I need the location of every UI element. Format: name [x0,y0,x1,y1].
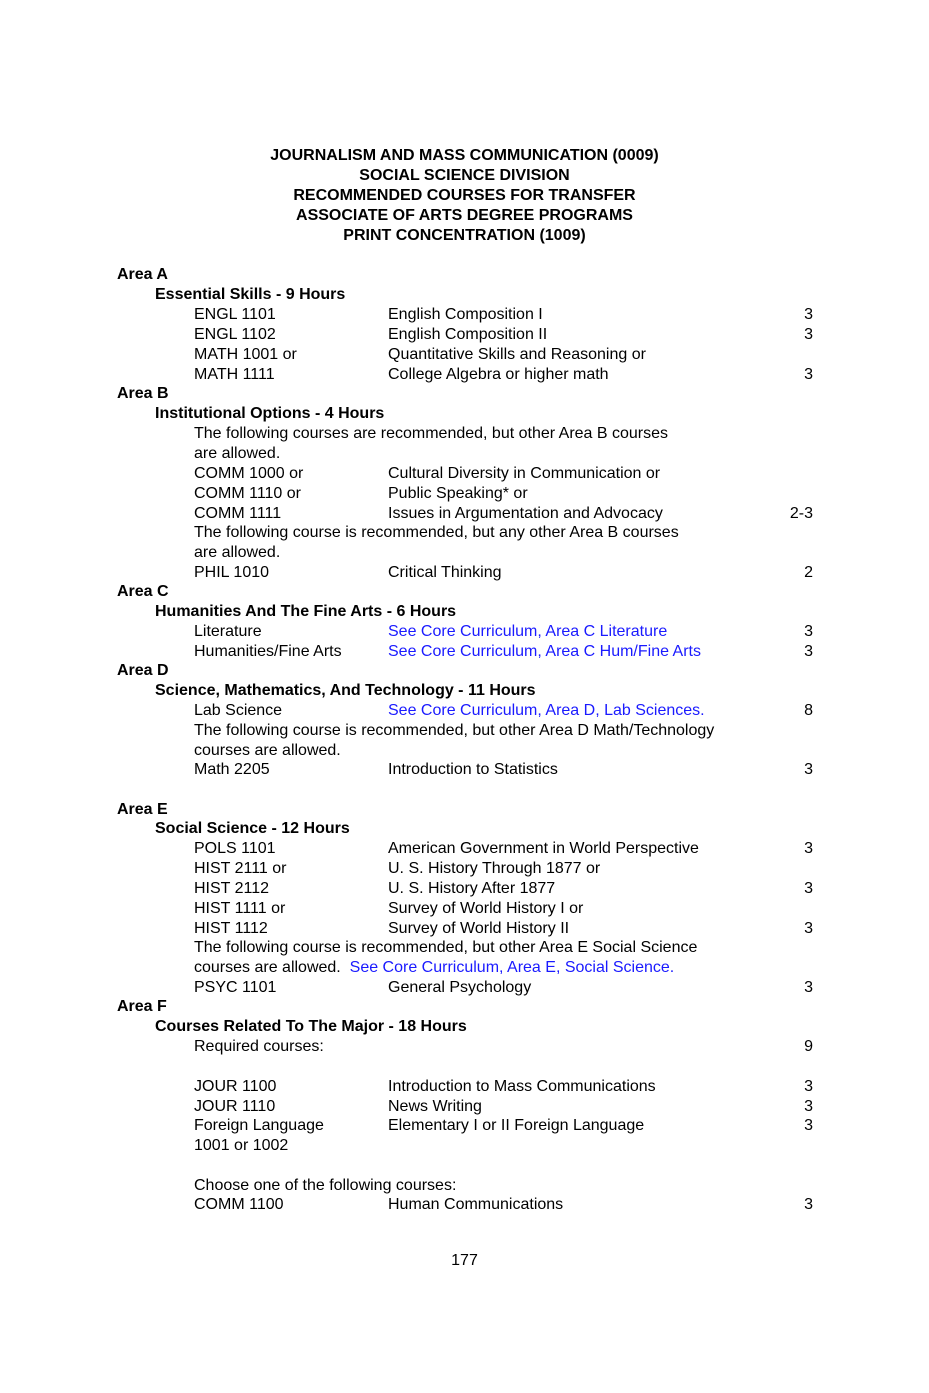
doc-title: JOURNALISM AND MASS COMMUNICATION (0009) [270,147,659,164]
course-title: Survey of World History II [388,920,570,937]
choose-one-label: Choose one of the following courses: [194,1177,457,1194]
recommend-title: RECOMMENDED COURSES FOR TRANSFER [293,187,636,204]
course-code: Literature [194,623,262,640]
course-title: American Government in World Perspective [388,840,699,857]
area-d-note-cont: courses are allowed. [194,742,341,759]
course-hours: 3 [804,643,813,660]
course-hours: 3 [804,880,813,897]
course-title: Cultural Diversity in Communication or [388,465,661,482]
course-title: Introduction to Mass Communications [388,1078,656,1095]
course-code: JOUR 1100 [194,1078,277,1095]
course-hours: 3 [804,979,813,996]
core-curriculum-link[interactable]: See Core Curriculum, Area C Literature [388,623,668,640]
course-code: HIST 1112 [194,920,268,937]
course-code: Lab Science [194,702,283,719]
course-title: Public Speaking* or [388,485,528,502]
required-courses-label: Required courses: [194,1038,324,1055]
course-hours: 3 [804,1078,813,1095]
course-title: U. S. History Through 1877 or [388,860,601,877]
area-b-note: The following courses are recommended, but other Area B courses [194,425,669,442]
area-c-heading: Area C [117,583,169,600]
course-code: JOUR 1110 [194,1098,276,1115]
area-e-note-cont [194,958,674,978]
area-b-note-cont: are allowed. [194,445,281,462]
course-title: Introduction to Statistics [388,761,558,778]
area-c-subheading: Humanities And The Fine Arts - 6 Hours [155,603,457,620]
area-e-note-text: courses are allowed. [194,959,341,976]
area-f-subheading: Courses Related To The Major - 18 Hours [155,1018,467,1035]
area-a-subheading: Essential Skills - 9 Hours [155,286,346,303]
course-code: PHIL 1010 [194,564,270,581]
area-d-note: The following course is recommended, but other Area D Math/Technology [194,722,715,739]
area-d-heading: Area D [117,662,169,679]
course-hours: 2-3 [789,505,813,522]
course-code: Foreign Language [194,1117,324,1134]
course-code-cont: 1001 or 1002 [194,1137,289,1154]
course-title: College Algebra or higher math [388,366,609,383]
course-code: ENGL 1102 [194,326,276,343]
division-title: SOCIAL SCIENCE DIVISION [359,167,570,184]
course-code: ENGL 1101 [194,306,276,323]
course-code: HIST 2112 [194,880,270,897]
course-hours: 8 [804,702,813,719]
course-title: Survey of World History I or [388,900,584,917]
course-title: Issues in Argumentation and Advocacy [388,505,663,522]
course-title: Quantitative Skills and Reasoning or [388,346,646,363]
required-hours: 9 [804,1038,813,1055]
course-title: U. S. History After 1877 [388,880,556,897]
course-hours: 3 [804,761,813,778]
course-code: COMM 1100 [194,1196,284,1213]
course-code: Humanities/Fine Arts [194,643,342,660]
degree-title: ASSOCIATE OF ARTS DEGREE PROGRAMS [296,207,633,224]
area-a-heading: Area A [117,266,168,283]
course-code: COMM 1110 or [194,485,301,502]
area-e-subheading: Social Science - 12 Hours [155,820,350,837]
core-curriculum-link[interactable]: See Core Curriculum, Area D, Lab Sciences. [388,702,705,719]
page-number: 177 [451,1252,478,1269]
area-b-subheading: Institutional Options - 4 Hours [155,405,385,422]
course-code: PSYC 1101 [194,979,277,996]
course-hours: 3 [804,366,813,383]
course-code: MATH 1111 [194,366,275,383]
core-curriculum-link[interactable]: See Core Curriculum, Area E, Social Science. [349,959,675,976]
course-title: Critical Thinking [388,564,502,581]
course-code: POLS 1101 [194,840,276,857]
course-hours: 3 [804,920,813,937]
area-f-heading: Area F [117,998,167,1015]
area-b-note: The following course is recommended, but any other Area B courses [194,524,679,541]
course-code: Math 2205 [194,761,270,778]
course-code: COMM 1111 [194,505,282,522]
course-code: HIST 1111 or [194,900,286,917]
course-hours: 3 [804,306,813,323]
course-hours: 3 [804,1196,813,1213]
course-title: English Composition I [388,306,543,323]
area-b-heading: Area B [117,385,169,402]
course-code: HIST 2111 or [194,860,287,877]
course-hours: 3 [804,1098,813,1115]
course-title: General Psychology [388,979,532,996]
course-title: Elementary I or II Foreign Language [388,1117,645,1134]
course-hours: 3 [804,326,813,343]
course-hours: 2 [804,564,813,581]
course-hours: 3 [804,1117,813,1134]
course-code: MATH 1001 or [194,346,297,363]
course-title: News Writing [388,1098,482,1115]
core-curriculum-link[interactable]: See Core Curriculum, Area C Hum/Fine Arts [388,643,701,660]
area-d-subheading: Science, Mathematics, And Technology - 11 Hours [155,682,536,699]
area-e-heading: Area E [117,801,168,818]
course-code: COMM 1000 or [194,465,304,482]
course-hours: 3 [804,623,813,640]
concentration-title: PRINT CONCENTRATION (1009) [343,227,586,244]
course-hours: 3 [804,840,813,857]
course-title: Human Communications [388,1196,564,1213]
course-title: English Composition II [388,326,548,343]
area-e-note: The following course is recommended, but other Area E Social Science [194,939,698,956]
area-b-note-cont: are allowed. [194,544,281,561]
